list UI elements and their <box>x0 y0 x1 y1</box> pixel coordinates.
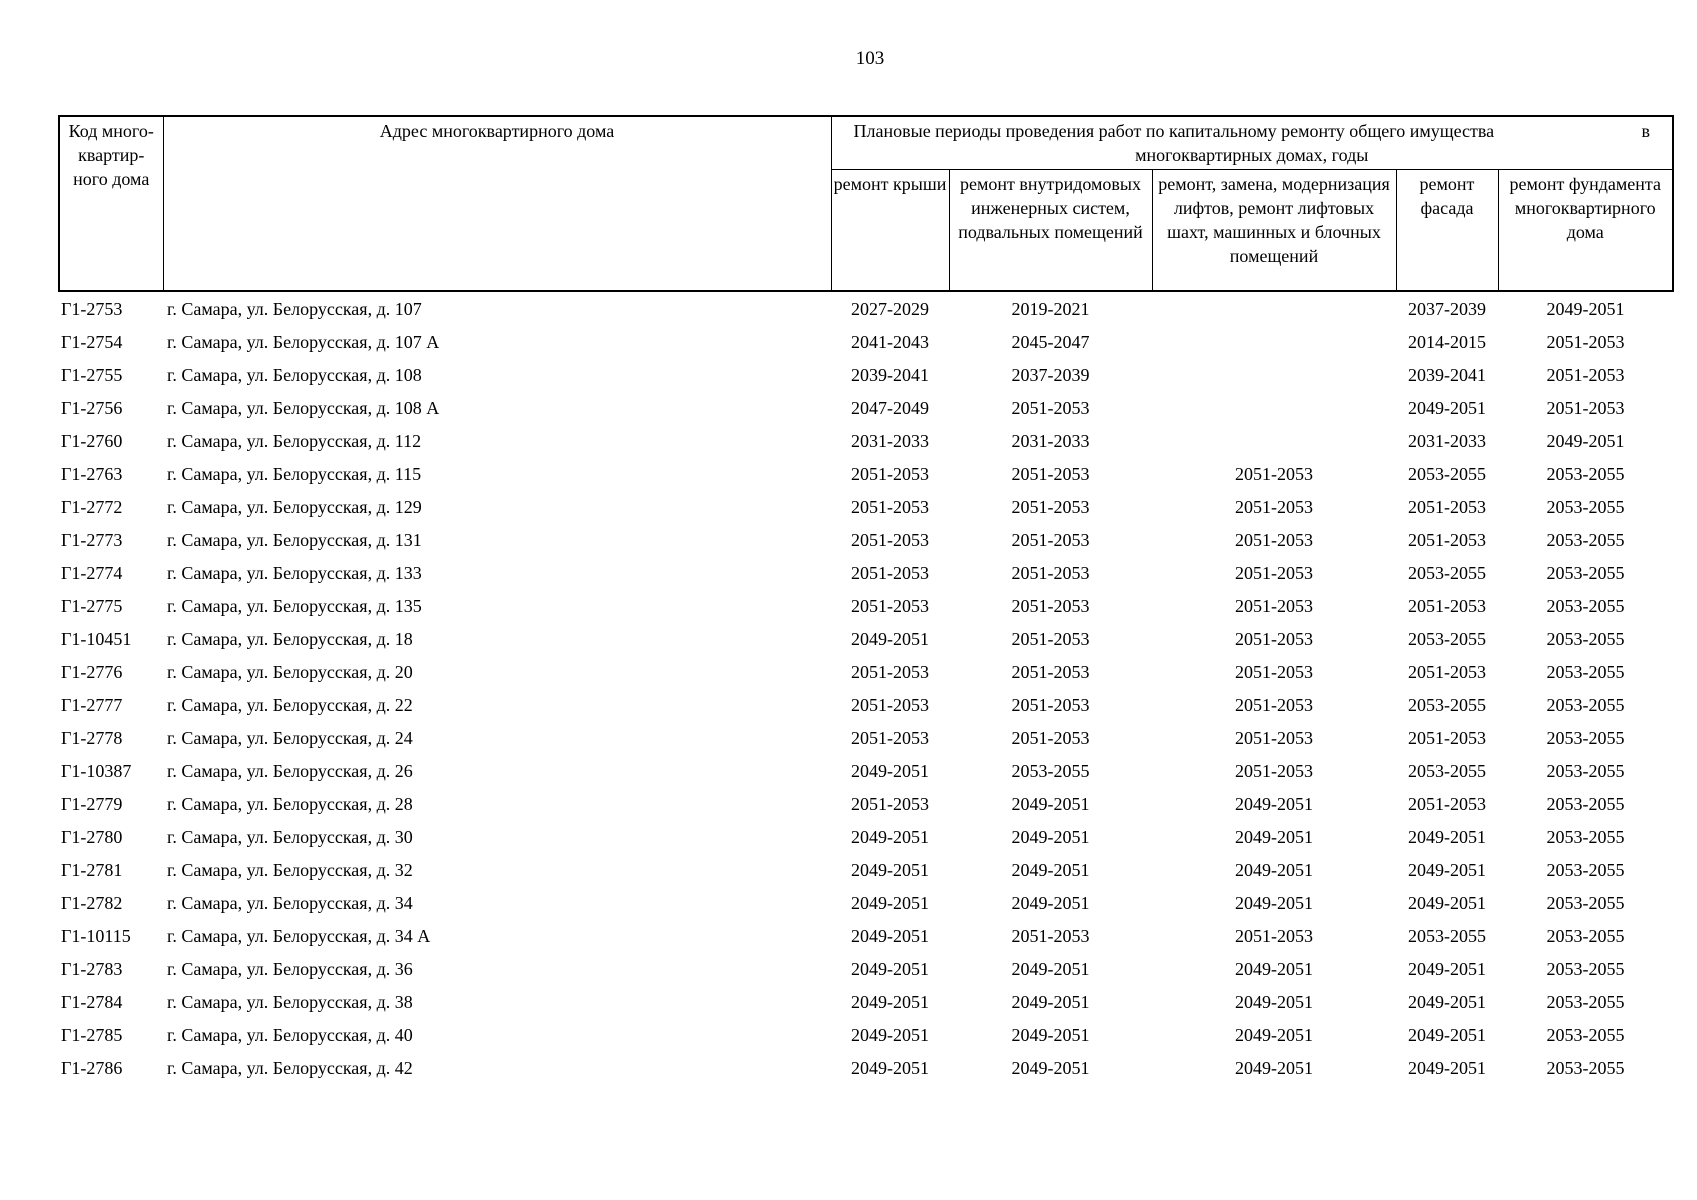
cell-address: г. Самара, ул. Белорусская, д. 24 <box>167 727 413 748</box>
cell-address: г. Самара, ул. Белорусская, д. 115 <box>167 463 422 484</box>
cell-engineering: 2049-2051 <box>1011 991 1090 1012</box>
cell-code: Г1-10387 <box>61 760 132 781</box>
column-header-code: Код много-квартир-ного дома <box>59 116 163 291</box>
cell-facade: 2049-2051 <box>1408 1057 1486 1078</box>
cell-roof: 2049-2051 <box>851 628 929 649</box>
cell-facade: 2051-2053 <box>1408 529 1486 550</box>
column-header-foundation: ремонт фундамента многоквартирного дома <box>1498 170 1673 292</box>
cell-foundation: 2051-2053 <box>1546 397 1625 418</box>
cell-code: Г1-2755 <box>61 364 123 385</box>
cell-engineering: 2019-2021 <box>1011 298 1090 319</box>
cell-lifts: 2051-2053 <box>1235 529 1313 550</box>
cell-foundation: 2053-2055 <box>1546 892 1625 913</box>
cell-address: г. Самара, ул. Белорусская, д. 20 <box>167 661 413 682</box>
cell-foundation: 2053-2055 <box>1546 463 1625 484</box>
cell-code: Г1-2778 <box>61 727 123 748</box>
cell-address: г. Самара, ул. Белорусская, д. 108 А <box>167 397 440 418</box>
table-row <box>59 589 1673 622</box>
cell-address: г. Самара, ул. Белорусская, д. 42 <box>167 1057 413 1078</box>
cell-address: г. Самара, ул. Белорусская, д. 107 А <box>167 331 440 352</box>
cell-address: г. Самара, ул. Белорусская, д. 30 <box>167 826 413 847</box>
cell-facade: 2053-2055 <box>1408 562 1486 583</box>
cell-foundation: 2053-2055 <box>1546 793 1625 814</box>
cell-foundation: 2051-2053 <box>1546 331 1625 352</box>
cell-code: Г1-2773 <box>61 529 123 550</box>
table-header <box>59 116 1673 291</box>
cell-facade: 2037-2039 <box>1408 298 1486 319</box>
cell-code: Г1-2776 <box>61 661 123 682</box>
cell-facade: 2053-2055 <box>1408 760 1486 781</box>
cell-lifts: 2051-2053 <box>1235 694 1313 715</box>
cell-roof: 2049-2051 <box>851 1057 929 1078</box>
cell-facade: 2051-2053 <box>1408 727 1486 748</box>
cell-lifts <box>1152 424 1396 457</box>
cell-lifts <box>1152 291 1396 325</box>
cell-address: г. Самара, ул. Белорусская, д. 36 <box>167 958 413 979</box>
cell-roof: 2049-2051 <box>851 760 929 781</box>
group-header-line2: многоквартирных домах, годы <box>1135 145 1369 165</box>
cell-roof: 2049-2051 <box>851 925 929 946</box>
cell-roof: 2051-2053 <box>851 496 929 517</box>
table-body <box>59 291 1673 1084</box>
cell-foundation: 2053-2055 <box>1546 826 1625 847</box>
cell-engineering: 2049-2051 <box>1011 793 1090 814</box>
cell-engineering: 2051-2053 <box>1011 397 1090 418</box>
cell-code: Г1-2781 <box>61 859 123 880</box>
cell-roof: 2049-2051 <box>851 859 929 880</box>
cell-facade: 2049-2051 <box>1408 826 1486 847</box>
cell-engineering: 2049-2051 <box>1011 826 1090 847</box>
cell-roof: 2051-2053 <box>851 793 929 814</box>
cell-address: г. Самара, ул. Белорусская, д. 107 <box>167 298 422 319</box>
cell-facade: 2053-2055 <box>1408 628 1486 649</box>
cell-address: г. Самара, ул. Белорусская, д. 38 <box>167 991 413 1012</box>
cell-address: г. Самара, ул. Белорусская, д. 133 <box>167 562 422 583</box>
table-row <box>59 523 1673 556</box>
cell-engineering: 2051-2053 <box>1011 727 1090 748</box>
cell-foundation: 2053-2055 <box>1546 958 1625 979</box>
cell-foundation: 2053-2055 <box>1546 496 1625 517</box>
cell-roof: 2047-2049 <box>851 397 929 418</box>
column-header-lifts: ремонт, замена, модернизация лифтов, ремонт лифтовых шахт, машинных и блочных помещений <box>1152 170 1396 292</box>
cell-roof: 2051-2053 <box>851 727 929 748</box>
cell-roof: 2051-2053 <box>851 562 929 583</box>
table-row <box>59 919 1673 952</box>
cell-roof: 2049-2051 <box>851 958 929 979</box>
cell-roof: 2031-2033 <box>851 430 929 451</box>
cell-foundation: 2053-2055 <box>1546 628 1625 649</box>
cell-code: Г1-2753 <box>61 298 123 319</box>
cell-address: г. Самара, ул. Белорусская, д. 34 А <box>167 925 431 946</box>
cell-foundation: 2053-2055 <box>1546 529 1625 550</box>
cell-foundation: 2053-2055 <box>1546 760 1625 781</box>
cell-engineering: 2051-2053 <box>1011 529 1090 550</box>
cell-code: Г1-2763 <box>61 463 123 484</box>
cell-lifts: 2049-2051 <box>1235 859 1313 880</box>
cell-code: Г1-2786 <box>61 1057 123 1078</box>
cell-code: Г1-2779 <box>61 793 123 814</box>
cell-code: Г1-2777 <box>61 694 123 715</box>
cell-foundation: 2053-2055 <box>1546 661 1625 682</box>
cell-code: Г1-2775 <box>61 595 123 616</box>
cell-foundation: 2053-2055 <box>1546 595 1625 616</box>
table-row <box>59 688 1673 721</box>
cell-roof: 2051-2053 <box>851 595 929 616</box>
table-row <box>59 325 1673 358</box>
cell-lifts: 2049-2051 <box>1235 793 1313 814</box>
cell-facade: 2049-2051 <box>1408 991 1486 1012</box>
column-header-roof: ремонт крыши <box>831 170 949 292</box>
cell-facade: 2053-2055 <box>1408 925 1486 946</box>
cell-engineering: 2045-2047 <box>1011 331 1090 352</box>
cell-foundation: 2053-2055 <box>1546 694 1625 715</box>
cell-lifts: 2049-2051 <box>1235 991 1313 1012</box>
cell-facade: 2051-2053 <box>1408 496 1486 517</box>
cell-lifts: 2051-2053 <box>1235 463 1313 484</box>
cell-engineering: 2031-2033 <box>1011 430 1090 451</box>
cell-lifts: 2051-2053 <box>1235 496 1313 517</box>
cell-facade: 2051-2053 <box>1408 595 1486 616</box>
table-row <box>59 358 1673 391</box>
cell-engineering: 2049-2051 <box>1011 1057 1090 1078</box>
cell-foundation: 2053-2055 <box>1546 925 1625 946</box>
cell-code: Г1-2754 <box>61 331 123 352</box>
cell-address: г. Самара, ул. Белорусская, д. 129 <box>167 496 422 517</box>
cell-code: Г1-2756 <box>61 397 123 418</box>
cell-roof: 2051-2053 <box>851 694 929 715</box>
cell-code: Г1-2780 <box>61 826 123 847</box>
cell-address: г. Самара, ул. Белорусская, д. 34 <box>167 892 413 913</box>
column-header-facade: ремонт фасада <box>1396 170 1498 292</box>
cell-facade: 2051-2053 <box>1408 661 1486 682</box>
cell-engineering: 2051-2053 <box>1011 694 1090 715</box>
cell-facade: 2049-2051 <box>1408 1024 1486 1045</box>
column-header-address: Адрес многоквартирного дома <box>163 116 831 291</box>
cell-code: Г1-2774 <box>61 562 123 583</box>
cell-lifts <box>1152 325 1396 358</box>
cell-lifts: 2051-2053 <box>1235 628 1313 649</box>
cell-lifts <box>1152 391 1396 424</box>
cell-facade: 2014-2015 <box>1408 331 1486 352</box>
table-row <box>59 391 1673 424</box>
cell-code: Г1-2782 <box>61 892 123 913</box>
cell-lifts: 2051-2053 <box>1235 760 1313 781</box>
table-row <box>59 721 1673 754</box>
cell-address: г. Самара, ул. Белорусская, д. 22 <box>167 694 413 715</box>
cell-address: г. Самара, ул. Белорусская, д. 28 <box>167 793 413 814</box>
table-row <box>59 853 1673 886</box>
cell-address: г. Самара, ул. Белорусская, д. 131 <box>167 529 422 550</box>
cell-roof: 2049-2051 <box>851 826 929 847</box>
table-row <box>59 820 1673 853</box>
cell-lifts <box>1152 358 1396 391</box>
cell-facade: 2053-2055 <box>1408 694 1486 715</box>
cell-roof: 2049-2051 <box>851 1024 929 1045</box>
table-row <box>59 655 1673 688</box>
cell-address: г. Самара, ул. Белорусская, д. 112 <box>167 430 422 451</box>
cell-code: Г1-10115 <box>61 925 131 946</box>
cell-engineering: 2051-2053 <box>1011 496 1090 517</box>
table-row <box>59 787 1673 820</box>
cell-engineering: 2049-2051 <box>1011 1024 1090 1045</box>
cell-facade: 2049-2051 <box>1408 859 1486 880</box>
cell-lifts: 2051-2053 <box>1235 727 1313 748</box>
cell-engineering: 2051-2053 <box>1011 628 1090 649</box>
cell-foundation: 2053-2055 <box>1546 562 1625 583</box>
cell-address: г. Самара, ул. Белорусская, д. 32 <box>167 859 413 880</box>
table-row <box>59 622 1673 655</box>
cell-roof: 2041-2043 <box>851 331 929 352</box>
cell-foundation: 2053-2055 <box>1546 1024 1625 1045</box>
cell-address: г. Самара, ул. Белорусская, д. 26 <box>167 760 413 781</box>
cell-code: Г1-2783 <box>61 958 123 979</box>
cell-roof: 2049-2051 <box>851 991 929 1012</box>
cell-lifts: 2051-2053 <box>1235 562 1313 583</box>
group-header-line1-tail: в <box>1641 121 1650 141</box>
column-group-header-periods <box>831 116 1673 170</box>
cell-address: г. Самара, ул. Белорусская, д. 40 <box>167 1024 413 1045</box>
cell-foundation: 2053-2055 <box>1546 991 1625 1012</box>
cell-roof: 2027-2029 <box>851 298 929 319</box>
table-row <box>59 754 1673 787</box>
cell-address: г. Самара, ул. Белорусская, д. 18 <box>167 628 413 649</box>
cell-roof: 2049-2051 <box>851 892 929 913</box>
cell-foundation: 2051-2053 <box>1546 364 1625 385</box>
cell-foundation: 2053-2055 <box>1546 859 1625 880</box>
table-row <box>59 952 1673 985</box>
cell-engineering: 2051-2053 <box>1011 595 1090 616</box>
cell-foundation: 2049-2051 <box>1546 298 1625 319</box>
cell-roof: 2051-2053 <box>851 661 929 682</box>
cell-engineering: 2053-2055 <box>1011 760 1090 781</box>
cell-foundation: 2053-2055 <box>1546 1057 1625 1078</box>
cell-engineering: 2037-2039 <box>1011 364 1090 385</box>
cell-roof: 2051-2053 <box>851 463 929 484</box>
cell-engineering: 2049-2051 <box>1011 958 1090 979</box>
cell-lifts: 2049-2051 <box>1235 892 1313 913</box>
group-header-line1: Плановые периоды проведения работ по капитальному ремонту общего имущества <box>853 121 1495 141</box>
cell-lifts: 2051-2053 <box>1235 661 1313 682</box>
cell-engineering: 2049-2051 <box>1011 892 1090 913</box>
table-row <box>59 985 1673 1018</box>
table-row <box>59 556 1673 589</box>
cell-engineering: 2051-2053 <box>1011 562 1090 583</box>
cell-lifts: 2049-2051 <box>1235 958 1313 979</box>
table-row <box>59 291 1673 325</box>
cell-address: г. Самара, ул. Белорусская, д. 135 <box>167 595 422 616</box>
cell-roof: 2051-2053 <box>851 529 929 550</box>
cell-facade: 2049-2051 <box>1408 958 1486 979</box>
table-row <box>59 1051 1673 1084</box>
cell-facade: 2049-2051 <box>1408 397 1486 418</box>
column-header-engineering: ремонт внутридомовых инженерных систем, подвальных помещений <box>949 170 1152 292</box>
cell-lifts: 2049-2051 <box>1235 826 1313 847</box>
cell-engineering: 2051-2053 <box>1011 661 1090 682</box>
table-row <box>59 1018 1673 1051</box>
cell-engineering: 2051-2053 <box>1011 925 1090 946</box>
cell-code: Г1-2760 <box>61 430 123 451</box>
cell-facade: 2053-2055 <box>1408 463 1486 484</box>
cell-facade: 2039-2041 <box>1408 364 1486 385</box>
cell-code: Г1-10451 <box>61 628 132 649</box>
cell-facade: 2049-2051 <box>1408 892 1486 913</box>
cell-lifts: 2051-2053 <box>1235 595 1313 616</box>
repair-plan-table <box>58 115 1674 1084</box>
cell-lifts: 2049-2051 <box>1235 1057 1313 1078</box>
cell-lifts: 2049-2051 <box>1235 1024 1313 1045</box>
cell-code: Г1-2784 <box>61 991 123 1012</box>
cell-roof: 2039-2041 <box>851 364 929 385</box>
cell-address: г. Самара, ул. Белорусская, д. 108 <box>167 364 422 385</box>
page-number: 103 <box>855 48 885 69</box>
cell-foundation: 2049-2051 <box>1546 430 1625 451</box>
cell-foundation: 2053-2055 <box>1546 727 1625 748</box>
cell-facade: 2031-2033 <box>1408 430 1486 451</box>
cell-lifts: 2051-2053 <box>1235 925 1313 946</box>
table-row <box>59 886 1673 919</box>
table-row <box>59 457 1673 490</box>
cell-engineering: 2051-2053 <box>1011 463 1090 484</box>
cell-facade: 2051-2053 <box>1408 793 1486 814</box>
table-row <box>59 424 1673 457</box>
cell-engineering: 2049-2051 <box>1011 859 1090 880</box>
cell-code: Г1-2772 <box>61 496 123 517</box>
table-row <box>59 490 1673 523</box>
cell-code: Г1-2785 <box>61 1024 123 1045</box>
